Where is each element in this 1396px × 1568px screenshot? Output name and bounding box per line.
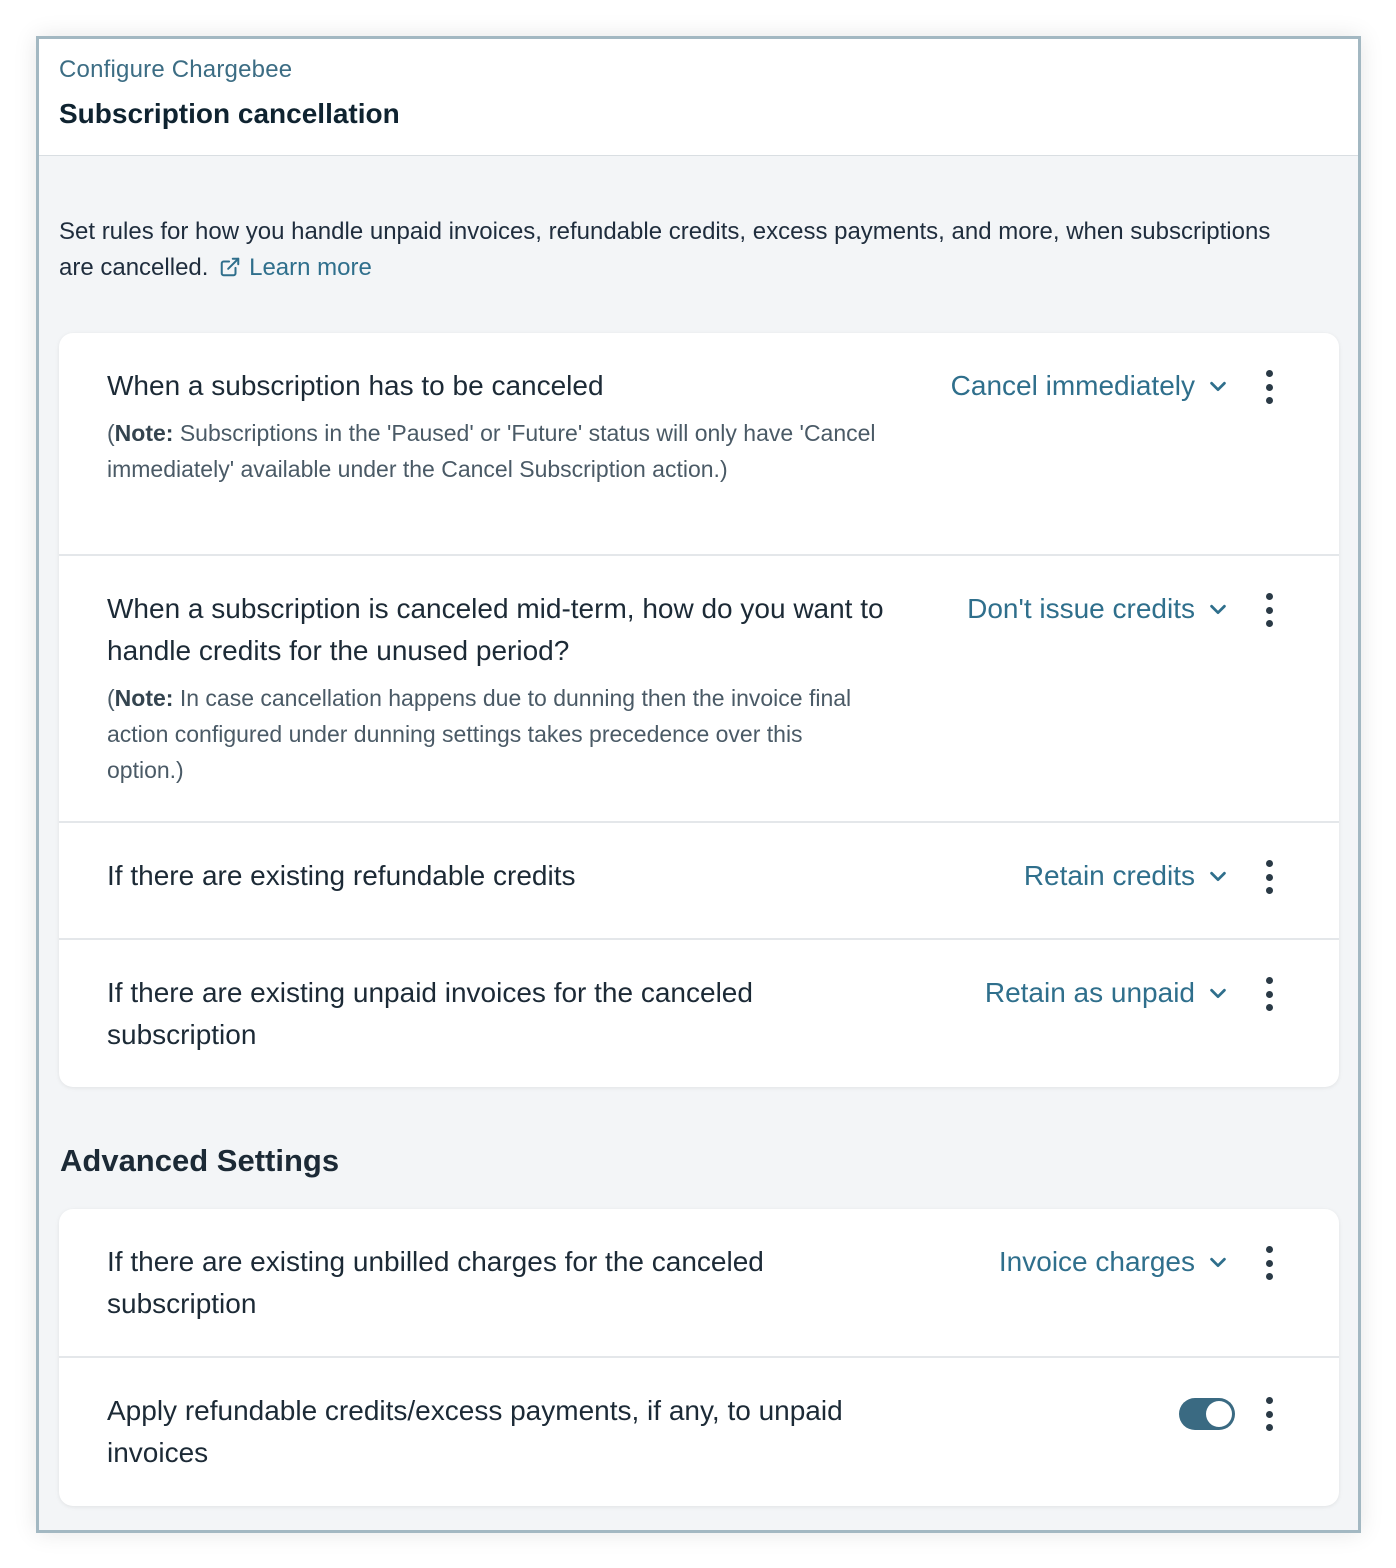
unpaid-invoices-dropdown[interactable] bbox=[985, 972, 1229, 1014]
learn-more-label: Learn more bbox=[249, 254, 372, 281]
rule-label: When a subscription has to be canceled bbox=[107, 370, 604, 401]
apply-credits-toggle[interactable] bbox=[1179, 1398, 1235, 1430]
rule-label: If there are existing refundable credits bbox=[107, 860, 576, 891]
rule-row-unused-credits bbox=[59, 556, 1339, 823]
more-options-icon[interactable] bbox=[1257, 370, 1281, 404]
chevron-down-icon bbox=[1207, 1251, 1229, 1273]
rule-note: (Note: In case cancellation happens due to dunning then the invoice final action configured under dunning settings takes precedence over this option.) bbox=[107, 685, 852, 783]
unused-credits-dropdown[interactable] bbox=[967, 588, 1229, 630]
dropdown-value: Retain as unpaid bbox=[984, 977, 1195, 1008]
rule-row-unpaid-invoices bbox=[59, 940, 1339, 1087]
rule-label: If there are existing unbilled charges for the canceled subscription bbox=[107, 1246, 764, 1319]
settings-panel bbox=[36, 36, 1361, 1533]
more-options-icon[interactable] bbox=[1257, 593, 1281, 627]
rule-row-cancel-timing bbox=[59, 333, 1339, 556]
chevron-down-icon bbox=[1207, 865, 1229, 887]
more-options-icon[interactable] bbox=[1257, 1246, 1281, 1280]
external-link-icon bbox=[219, 256, 241, 278]
intro-description bbox=[59, 214, 1299, 286]
advanced-settings-heading: Advanced Settings bbox=[60, 1143, 340, 1178]
learn-more-link[interactable] bbox=[219, 254, 372, 281]
dropdown-value: Cancel immediately bbox=[950, 370, 1195, 401]
refundable-credits-dropdown[interactable] bbox=[1024, 855, 1229, 897]
rule-note: (Note: Subscriptions in the 'Paused' or 'Future' status will only have 'Cancel immediately' available under the Cancel Subscription action.) bbox=[107, 420, 876, 482]
rule-row-unbilled-charges bbox=[59, 1209, 1339, 1358]
intro-text: Set rules for how you handle unpaid invoices, refundable credits, excess payments, and more, when subscriptions are cancelled. bbox=[59, 218, 1271, 281]
dropdown-value: Invoice charges bbox=[998, 1246, 1195, 1277]
rule-label: If there are existing unpaid invoices for the canceled subscription bbox=[107, 977, 753, 1050]
more-options-icon[interactable] bbox=[1257, 860, 1281, 894]
advanced-settings-card bbox=[59, 1209, 1339, 1506]
toggle-knob bbox=[1206, 1401, 1232, 1427]
rule-label: When a subscription is canceled mid-term, how do you want to handle credits for the unused period? bbox=[107, 593, 884, 666]
page-header bbox=[39, 39, 1358, 156]
dropdown-value: Retain credits bbox=[1023, 860, 1195, 891]
dropdown-value: Don't issue credits bbox=[967, 593, 1195, 624]
rules-card bbox=[59, 333, 1339, 1087]
more-options-icon[interactable] bbox=[1257, 1397, 1281, 1431]
chevron-down-icon bbox=[1207, 598, 1229, 620]
rule-label: Apply refundable credits/excess payments, if any, to unpaid invoices bbox=[107, 1395, 843, 1468]
chevron-down-icon bbox=[1207, 375, 1229, 397]
cancel-timing-dropdown[interactable] bbox=[951, 365, 1229, 407]
breadcrumb[interactable]: Configure Chargebee bbox=[59, 56, 293, 83]
rule-row-refundable-credits bbox=[59, 823, 1339, 940]
unbilled-charges-dropdown[interactable] bbox=[999, 1241, 1229, 1283]
more-options-icon[interactable] bbox=[1257, 977, 1281, 1011]
rule-row-apply-credits bbox=[59, 1358, 1339, 1506]
page-title: Subscription cancellation bbox=[59, 98, 400, 129]
chevron-down-icon bbox=[1207, 982, 1229, 1004]
